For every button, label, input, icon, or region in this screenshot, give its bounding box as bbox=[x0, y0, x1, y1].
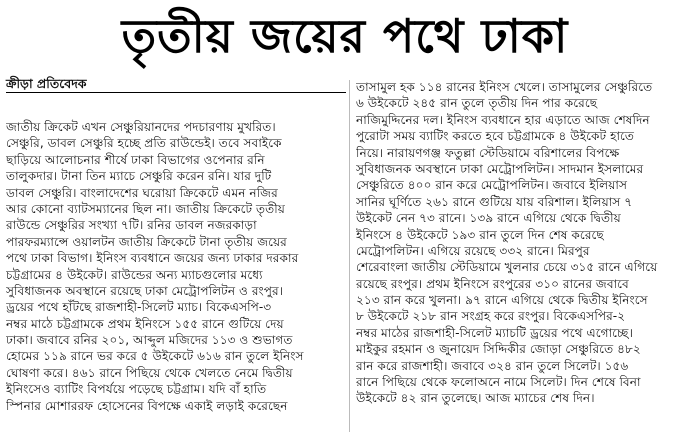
article-line: তালুকদার। টানা তিন ম্যাচে সেঞ্চুরি করেন রনি। যার দুটি bbox=[6, 169, 272, 184]
article-line: নাজিমুদ্দিনের দল। ইনিংস ব্যবধানে হার এড়াতে আজ শেষদিন bbox=[356, 112, 650, 127]
article-line: ৬ উইকেটে ২৪৫ রান তুলে তৃতীয় দিন পার করেছে bbox=[356, 96, 598, 111]
article-line: জাতীয় ক্রিকেট এখন সেঞ্চুরিয়ানদের পদচারণায় মুখরিত। bbox=[6, 120, 276, 134]
article-line: সুবিধাজনক অবস্থানে ঢাকা মেট্রোপলিটন। সাদমান ইসলামের bbox=[356, 161, 644, 176]
article-line: ২১৩ রান করে খুলনা। ৯৭ রানে এগিয়ে থেকে দ্বিতীয় ইনিংসে bbox=[356, 293, 648, 308]
article-line: স্পিনার মোশাররফ হোসেনের বিপক্ষে একাই লড়াই করেছেন bbox=[6, 398, 288, 413]
article-line: ডাবল সেঞ্চুরি। বাংলাদেশের ঘরোয়া ক্রিকেটে এমন নজির bbox=[6, 185, 278, 200]
byline: ক্রীড়া প্রতিবেদক bbox=[6, 76, 87, 91]
article-line: আর কোনো ব্যাটসম্যানের ছিল না। জাতীয় ক্রিকেটে তৃতীয় bbox=[6, 201, 285, 216]
article-line: রাউন্ডে সেঞ্চুরির সংখ্যা ৭টি। রনির ডাবল নজরকাড়া bbox=[6, 218, 257, 233]
article-column-right bbox=[356, 79, 688, 407]
article-line: ৮ উইকেটে ২১৮ রান সংগ্রহ করে রংপুর। বিকেএসপির-২ bbox=[356, 309, 626, 324]
byline-rule bbox=[6, 92, 346, 93]
article-line: ইনিংসে ৪ উইকেটে ১৯৩ রান তুলে দিন শেষ করেছে bbox=[356, 227, 604, 242]
article-line: পুরোটা সময় ব্যাটিং করতে হবে চট্টগ্রামকে ৪ উইকেট হাতে bbox=[356, 129, 635, 144]
article-line: শেরেবাংলা জাতীয় স্টেডিয়ামে খুলনার চেয়ে ৩১৫ রানে এগিয়ে bbox=[356, 260, 658, 275]
article-line: পথে ঢাকা বিভাগ। ইনিংস ব্যবধানে জয়ের জন্য ঢাকার দরকার bbox=[6, 251, 299, 266]
article-line: মাইকুর রহমান ও জুনায়েদ সিদ্দিকীর জোড়া সেঞ্চুরিতে ৪৮২ bbox=[356, 342, 641, 357]
article-column-left bbox=[6, 119, 346, 414]
article-line: সেঞ্চুরি, ডাবল সেঞ্চুরি হচ্ছে প্রতি রাউন্ডেই। তবে সবাইকে bbox=[6, 136, 282, 151]
article-line: তাসামুল হক ১১৪ রানের ইনিংস খেলে। তাসামুলের সেঞ্চুরিতে bbox=[356, 80, 653, 94]
article-line: ড্রয়ের পথে হাঁটছে রাজশাহী-সিলেট ম্যাচ। বিকেএসপি-৩ bbox=[6, 300, 272, 315]
article-line: ছাড়িয়ে আলোচনার শীর্ষে ঢাকা বিভাগের ওপেনার রনি bbox=[6, 152, 265, 167]
article-line: উইকেটে ৪২ রান তুলেছে। আজ ম্যাচের শেষ দিন। bbox=[356, 391, 595, 406]
article-line: মেট্রোপলিটন। এগিয়ে রয়েছে ৩৩২ রানে। মিরপুর bbox=[356, 243, 590, 258]
article-line: নিয়ে। নারায়ণগঞ্জ ফতুল্লা স্টেডিয়ামে বরিশালের বিপক্ষে bbox=[356, 145, 620, 160]
column-divider bbox=[349, 80, 350, 432]
article-line: চট্টগ্রামের ৪ উইকেট। রাউন্ডের অন্য ম্যাচগুলোর মধ্যে bbox=[6, 267, 263, 282]
article-line: সানির ঘূর্ণিতে ২৬১ রানে গুটিয়ে যায় বরিশাল। ইলিয়াস ৭ bbox=[356, 194, 633, 209]
article-line: ঘোষণা করে। ৪৬১ রানে পিছিয়ে থেকে খেলতে নেমে দ্বিতীয় bbox=[6, 365, 293, 380]
article-line: ঢাকা। জবাবে রনির ২০১, আব্দুল মজিদের ১১৩ ও শুভাগত bbox=[6, 333, 293, 348]
article-line: সুবিধাজনক অবস্থানে রয়েছে ঢাকা মেট্রোপলিটন ও রংপুর। bbox=[6, 283, 284, 298]
headline: তৃতীয় জয়ের পথে ঢাকা bbox=[121, 9, 569, 63]
article-line: সেঞ্চুরিতে ৪০০ রান করে মেট্রোপলিটন। জবাবে ইলিয়াস bbox=[356, 178, 628, 193]
article-line: রানে পিছিয়ে থেকে ফলোঅনে নামে সিলেট। দিন শেষে বিনা bbox=[356, 375, 641, 390]
article-line: পারফরম্যান্সে ওয়ালটন জাতীয় ক্রিকেটে টানা তৃতীয় জয়ের bbox=[6, 234, 287, 249]
article-line: নম্বর মাঠের রাজশাহী-সিলেট ম্যাচটি ড্রয়ের পথে এগোচ্ছে। bbox=[356, 325, 633, 340]
article-line: রান করে রাজশাহী। জবাবে ৩২৪ রান তুলে সিলেট। ১৫৬ bbox=[356, 358, 629, 373]
article-line: নম্বর মাঠে চট্টগ্রামকে প্রথম ইনিংসে ১৫৫ রানে গুটিয়ে দেয় bbox=[6, 316, 284, 331]
article-line: রয়েছে রংপুর। প্রথম ইনিংসে রংপুরের ৩১০ রানের জবাবে bbox=[356, 276, 629, 291]
article-line: উইকেট নেন ৭৩ রানে। ১৩৯ রানে এগিয়ে থেকে দ্বিতীয় bbox=[356, 211, 621, 226]
article-line: হোমের ১১৯ রানে ভর করে ৫ উইকেটে ৬১৬ রান তুলে ইনিংস bbox=[6, 349, 304, 364]
article-line: ইনিংসেও ব্যাটিং বিপর্যয়ে পড়েছে চট্টগ্রাম। যদি বাঁ হাতি bbox=[6, 382, 267, 397]
